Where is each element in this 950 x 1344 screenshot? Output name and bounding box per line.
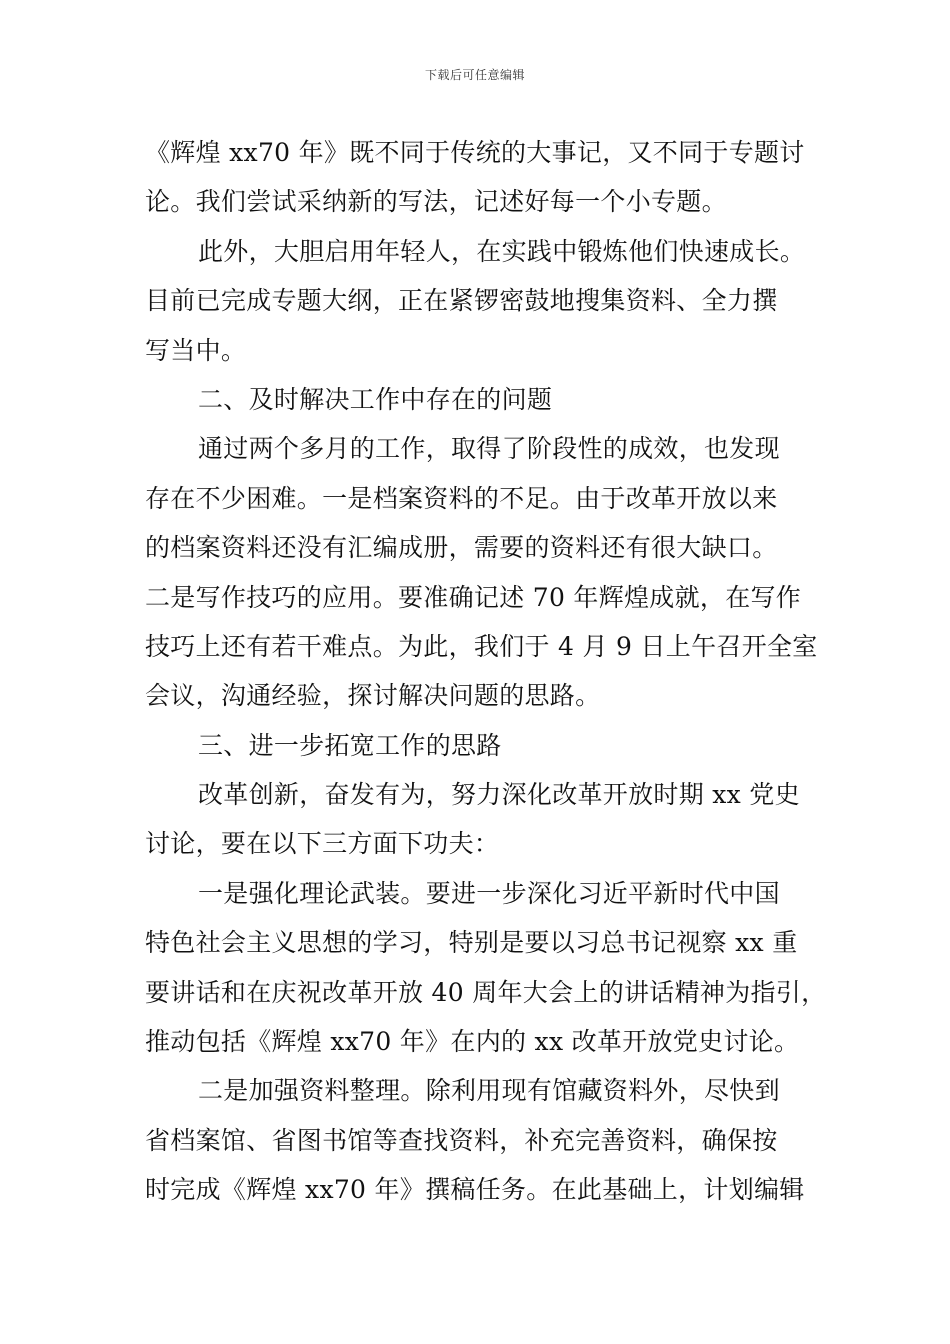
- text-line: 的档案资料还没有汇编成册，需要的资料还有很大缺口。: [145, 533, 778, 563]
- text-line: 特色社会主义思想的学习，特别是要以习总书记视察 xx 重: [145, 928, 798, 958]
- text-line: 《辉煌 xx70 年》既不同于传统的大事记，又不同于专题讨: [145, 138, 805, 167]
- document-body: [145, 128, 827, 1215]
- text-line: 省档案馆、省图书馆等查找资料，补充完善资料，确保按: [145, 1125, 778, 1155]
- section-heading: 三、进一步拓宽工作的思路: [198, 730, 502, 760]
- text-line: 一是强化理论武装。要进一步深化习近平新时代中国: [198, 878, 780, 908]
- text-line: 会议，沟通经验，探讨解决问题的思路。: [145, 681, 601, 711]
- text-line: 写当中。: [145, 335, 247, 365]
- text-line: 要讲话和在庆祝改革开放 40 周年大会上的讲话精神为指引，: [145, 977, 827, 1007]
- section-heading: 二、及时解决工作中存在的问题: [198, 384, 553, 414]
- text-line: 二是写作技巧的应用。要准确记述 70 年辉煌成就，在写作: [145, 582, 802, 612]
- text-line: 推动包括《辉煌 xx70 年》在内的 xx 改革开放党史讨论。: [145, 1027, 800, 1057]
- text-line: 通过两个多月的工作，取得了阶段性的成效，也发现: [198, 434, 780, 464]
- text-line: 此外，大胆启用年轻人，在实践中锻炼他们快速成长。: [198, 236, 806, 266]
- text-line: 存在不少困难。一是档案资料的不足。由于改革开放以来: [145, 483, 778, 513]
- text-line: 目前已完成专题大纲，正在紧锣密鼓地搜集资料、全力撰: [145, 286, 778, 316]
- text-line: 论。我们尝试采纳新的写法，记述好每一个小专题。: [145, 187, 727, 217]
- text-line: 技巧上还有若干难点。为此，我们于 4 月 9 日上午召开全室: [145, 631, 818, 661]
- text-line: 改革创新，奋发有为，努力深化改革开放时期 xx 党史: [198, 780, 800, 810]
- text-line: 讨论，要在以下三方面下功夫：: [145, 829, 500, 859]
- text-line: 二是加强资料整理。除利用现有馆藏资料外，尽快到: [198, 1076, 780, 1106]
- page-header: 下载后可任意编辑: [424, 68, 525, 82]
- text-line: 时完成《辉煌 xx70 年》撰稿任务。在此基础上，计划编辑: [145, 1175, 805, 1205]
